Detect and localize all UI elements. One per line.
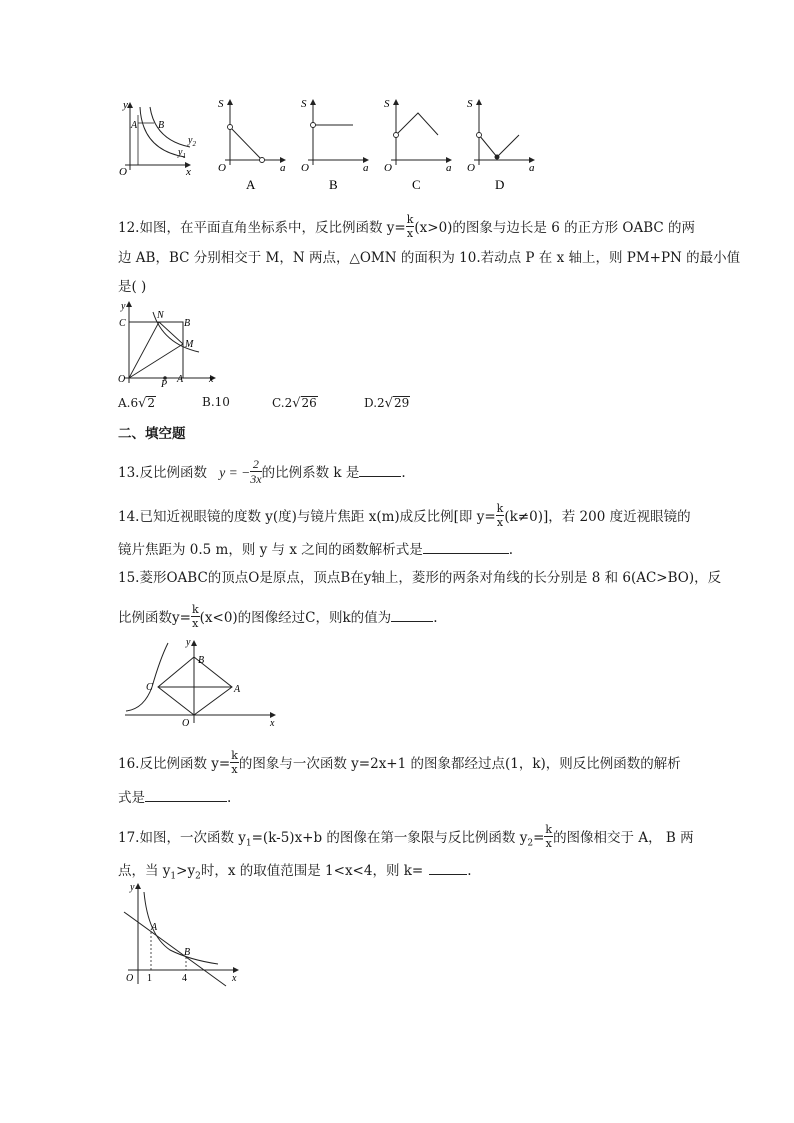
q17-fig-b: B <box>184 947 191 958</box>
q11-g0-point-b: B <box>158 120 165 131</box>
q11-g0-y1-label: $y_1$ <box>178 147 186 160</box>
q12-fig-a: A <box>177 374 184 385</box>
q11-graph-option-b <box>301 98 369 192</box>
q11-g0-x-label: x <box>186 166 191 178</box>
q16-answer-blank[interactable] <box>145 789 227 802</box>
q12-fig-c: C <box>119 318 126 329</box>
q14-line1: 14.已知近视眼镜的度数 y(度)与镜片焦距 x(m)成反比例[即 y= $\frac{k}{x}$ (k≠0)]，若 200 度近视眼镜的 <box>118 502 691 529</box>
q15-line2: 比例函数y= $\frac{k}{x}$ (x<0)的图像经过C，则k的值为 . <box>118 603 438 630</box>
q11-ga-origin: O <box>218 162 226 174</box>
q11-option-label-d: D <box>495 177 505 192</box>
q11-gb-origin: O <box>301 162 309 174</box>
q15-fig-o: O <box>182 718 190 729</box>
q14-answer-blank[interactable] <box>423 541 509 554</box>
q14-line2: 镜片焦距为 0.5 m，则 y 与 x 之间的函数解析式是 . <box>118 542 514 558</box>
q17-figure <box>118 880 243 992</box>
q11-option-label-a: A <box>246 177 256 192</box>
q15-fig-x: x <box>270 718 275 729</box>
q15-answer-blank[interactable] <box>391 609 433 622</box>
q11-gd-origin: O <box>467 162 475 174</box>
q12-line3: 是( ) <box>118 279 147 295</box>
q17-answer-blank[interactable] <box>429 862 467 875</box>
q13-fraction: $\frac{2}{3x}$ <box>250 457 262 486</box>
q15-line1: 15.菱形OABC的顶点O是原点，顶点B在y轴上，菱形的两条对角线的长分别是 8 和 6(AC>BO)，反 <box>118 570 722 586</box>
q12-choice-d[interactable]: D.2√29 <box>364 396 410 411</box>
q17-fig-tick-1: 1 <box>147 973 152 984</box>
q15-fraction: $\frac{k}{x}$ <box>191 603 199 630</box>
q12-fig-n: N <box>157 310 164 321</box>
q11-gd-s-label: S <box>467 98 473 110</box>
q12-fig-o: O <box>118 374 126 385</box>
q11-ga-a-label: a <box>280 162 286 174</box>
q11-gb-s-label: S <box>301 98 307 110</box>
q11-graph-option-c <box>384 98 452 192</box>
q11-graph-option-d <box>467 98 535 192</box>
q15-fig-y: y <box>186 637 191 648</box>
q11-g0-point-a: A <box>131 120 138 131</box>
q12-fig-m: M <box>185 339 194 350</box>
q11-g0-y2-label: $y_2$ <box>188 135 196 148</box>
q16-fraction: $\frac{k}{x}$ <box>231 749 238 776</box>
q11-option-label-c: C <box>412 177 421 192</box>
q15-fig-a: A <box>234 684 241 695</box>
q11-graph-y1-y2 <box>119 99 196 178</box>
q11-option-label-b: B <box>329 177 338 192</box>
q13-answer-blank[interactable] <box>359 464 401 477</box>
q11-g0-y-label: y <box>123 99 128 111</box>
q11-figure-row <box>110 95 550 195</box>
q12-fig-y: y <box>121 301 126 312</box>
q17-fraction: $\frac{k}{x}$ <box>545 823 553 850</box>
q12-fig-x: x <box>209 374 214 385</box>
q14-fraction: $\frac{k}{x}$ <box>496 502 504 529</box>
q11-graph-option-a <box>218 98 286 192</box>
q17-fig-x: x <box>232 973 237 984</box>
q11-gb-a-label: a <box>363 162 369 174</box>
q11-g0-origin: O <box>119 166 127 178</box>
q17-line2: 点，当 $y_1>y_2$时，x 的取值范围是 1<x<4，则 k= . <box>118 863 472 882</box>
q15-figure <box>120 635 285 730</box>
q12-fraction: $\frac{k}{x}$ <box>406 213 414 240</box>
q16-line2: 式是 . <box>118 790 232 806</box>
q17-fig-o: O <box>126 973 134 984</box>
q11-gc-s-label: S <box>384 98 390 110</box>
q17-fig-tick-4: 4 <box>182 973 187 984</box>
q17-line1: 17.如图，一次函数 $y_1=(k-5)x+b$ 的图像在第一象限与反比例函数 $y_2=$ $\frac{k}{x}$ 的图像相交于 A， B 两 <box>118 823 694 850</box>
q12-line1: 12.如图，在平面直角坐标系中，反比例函数 y= $\frac{k}{x}$ (x>0)的图象与边长是 6 的正方形 OABC 的两 <box>118 213 695 240</box>
q15-fig-b: B <box>198 655 205 666</box>
q11-gc-a-label: a <box>446 162 452 174</box>
q12-choice-b[interactable]: B.10 <box>202 395 230 409</box>
section-title: 二、填空题 <box>118 426 186 442</box>
q16-line1: 16.反比例函数 y= $\frac{k}{x}$ 的图象与一次函数 y=2x+1 的图象都经过点(1，k)，则反比例函数的解析 <box>118 749 681 776</box>
q17-fig-a: A <box>151 922 158 933</box>
q17-fig-y: y <box>130 882 135 893</box>
q12-line2: 边 AB，BC 分别相交于 M，N 两点，△OMN 的面积为 10.若动点 P 在 x 轴上，则 PM+PN 的最小值 <box>118 250 741 266</box>
q12-figure <box>115 298 225 388</box>
q12-fig-b: B <box>184 318 191 329</box>
q15-fig-c: C <box>146 682 153 693</box>
q12-fig-p: P <box>161 379 168 388</box>
q11-gd-a-label: a <box>529 162 535 174</box>
q12-choice-c[interactable]: C.2√26 <box>272 396 317 411</box>
q12-choice-a[interactable]: A.6√2 <box>118 396 156 411</box>
q13-line: 13.反比例函数 y = − $\frac{2}{3x}$ 的比例系数 k 是 . <box>118 457 406 486</box>
q11-ga-s-label: S <box>218 98 224 110</box>
q11-gc-origin: O <box>384 162 392 174</box>
